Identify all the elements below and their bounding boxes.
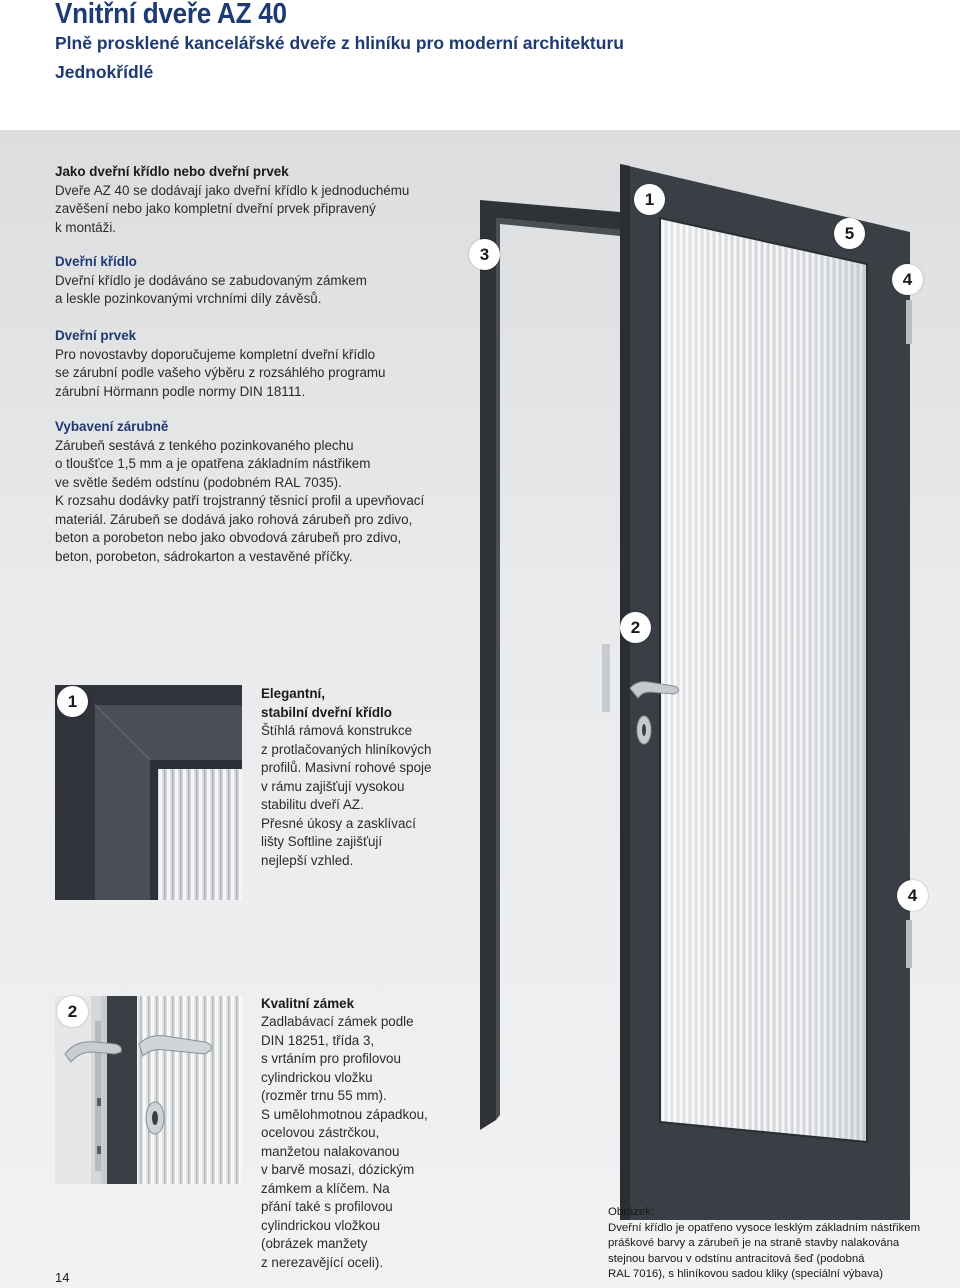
page-header — [0, 0, 960, 130]
door-frame — [480, 200, 620, 1130]
feature2-title: Kvalitní zámek — [261, 996, 355, 1011]
frame-line: materiál. Zárubeň se dodává jako rohová zárubeň pro zdivo, — [55, 511, 413, 527]
leaf-line: a leskle pozinkovanými vrchními díly závěsů. — [55, 291, 322, 306]
feature2-line: (rozměr trnu 55 mm). — [261, 1088, 387, 1103]
feature2-line: manžetou nalakovanou — [261, 1143, 400, 1159]
feature1-line: Přesné úkosy a zasklívací — [261, 815, 416, 831]
badge-4-door-bottom: 4 — [897, 880, 928, 911]
intro-section — [55, 163, 409, 237]
badge-1-door: 1 — [634, 184, 665, 215]
door-illustration — [470, 160, 940, 1220]
frame-line: K rozsahu dodávky patří trojstranný těsnicí profil a upevňovací — [55, 493, 425, 508]
badge-2-door: 2 — [620, 612, 651, 643]
badge-5-door: 5 — [834, 218, 865, 249]
frame-heading: Vybavení zárubně — [55, 419, 169, 434]
door-leaf-edge — [620, 164, 630, 1220]
feature1-title-line: Elegantní, — [261, 686, 325, 701]
frame-line: Zárubeň sestává z tenkého pozinkovaného plechu — [55, 437, 354, 453]
feature2-line: zámkem a klíčem. Na — [261, 1180, 390, 1196]
feature1-line: nejlepší vzhled. — [261, 852, 354, 868]
badge-3-door: 3 — [469, 239, 500, 270]
badge-4-door-top: 4 — [892, 264, 923, 295]
feature2-line: přání také s profilovou — [261, 1199, 393, 1214]
element-section — [55, 327, 386, 401]
feature2-line: S umělohmotnou západkou, — [261, 1106, 428, 1122]
frame-line: o tloušťce 1,5 mm a je opatřena základním nástřikem — [55, 456, 371, 471]
element-heading: Dveřní prvek — [55, 328, 137, 343]
feature2-line: v barvě mosazi, dózickým — [261, 1162, 415, 1177]
lock-faceplate — [602, 644, 610, 712]
element-line: se zárubní podle vašeho výběru z rozsáhlého programu — [55, 365, 386, 380]
intro-line: k montáži. — [55, 219, 117, 235]
caption-line: stejnou barvou v odstínu antracitová šeď (podobná — [608, 1252, 865, 1265]
feature1-line: v rámu zajišťují vysokou — [261, 778, 405, 794]
feature2-line: z nerezavějící oceli). — [261, 1254, 384, 1270]
element-line: zárubní Hörmann podle normy DIN 18111. — [55, 383, 306, 399]
badge-2-inset: 2 — [57, 996, 88, 1027]
feature1-line: profilů. Masivní rohové spoje — [261, 760, 432, 775]
page-subtitle-variant: Jednokřídlé — [55, 62, 154, 82]
feature2-line: Zadlabávací zámek podle — [261, 1014, 414, 1029]
hinge-top — [906, 300, 912, 344]
inset-frame-corner-photo — [55, 685, 242, 900]
page-title: Vnitřní dveře AZ 40 — [55, 0, 287, 30]
door-frame-inner — [496, 218, 620, 1120]
door-glass-shade — [660, 218, 867, 1142]
leaf-section — [55, 253, 367, 309]
intro-heading: Jako dveřní křídlo nebo dveřní prvek — [55, 164, 289, 179]
frame-line: ve světle šedém odstínu (podobném RAL 7035). — [55, 474, 342, 490]
keyhole — [642, 724, 646, 736]
feature1-line: Štíhlá rámová konstrukce — [261, 723, 413, 738]
frame-line: beton a porobeton nebo jako obvodová zárubeň pro zdivo, — [55, 530, 402, 545]
feature1-line: z protlačovaných hliníkových — [261, 741, 432, 757]
element-line: Pro novostavby doporučujeme kompletní dveřní křídlo — [55, 346, 376, 362]
leaf-heading: Dveřní křídlo — [55, 254, 137, 269]
image-caption — [608, 1205, 920, 1283]
feature1-line: stabilitu dveří AZ. — [261, 797, 364, 812]
intro-line: Dveře AZ 40 se dodávají jako dveřní křídlo k jednoduchému — [55, 182, 410, 198]
frame-section — [55, 418, 424, 566]
feature1-title — [261, 685, 392, 722]
hinge-bottom — [906, 920, 912, 968]
caption-line: RAL 7016), s hliníkovou sadou kliky (speciální výbava) — [608, 1268, 883, 1280]
feature2-line: (obrázek manžety — [261, 1236, 368, 1251]
leaf-line: Dveřní křídlo je dodáváno se zabudovaným zámkem — [55, 272, 367, 288]
caption-label: Obrázek: — [608, 1206, 655, 1218]
feature2-body — [261, 1013, 428, 1272]
caption-line: práškové barvy a zárubeň je na straně stavby nalakována — [608, 1237, 900, 1249]
inset-lock-photo — [55, 996, 242, 1184]
page-subtitle: Plně prosklené kancelářské dveře z hliníku pro moderní architekturu — [55, 33, 624, 53]
feature1-line: lišty Softline zajišťují — [261, 834, 383, 849]
intro-line: zavěšení nebo jako kompletní dveřní prvek připravený — [55, 201, 376, 216]
caption-line: Dveřní křídlo je opatřeno vysoce lesklým základním nástřikem — [608, 1221, 921, 1234]
feature1-body — [261, 722, 431, 870]
feature1-title-line: stabilní dveřní křídlo — [261, 704, 392, 720]
badge-1-inset: 1 — [57, 686, 88, 717]
page-number: 14 — [55, 1270, 70, 1285]
frame-line: beton, porobeton, sádrokarton a vestavěné příčky. — [55, 548, 353, 564]
feature2-line: DIN 18251, třída 3, — [261, 1032, 375, 1048]
feature2-line: s vrtáním pro profilovou — [261, 1051, 401, 1066]
feature2-line: cylindrickou vložkou — [261, 1217, 381, 1233]
feature2-line: cylindrickou vložku — [261, 1069, 373, 1085]
feature2-line: ocelovou zástrčkou, — [261, 1125, 380, 1140]
